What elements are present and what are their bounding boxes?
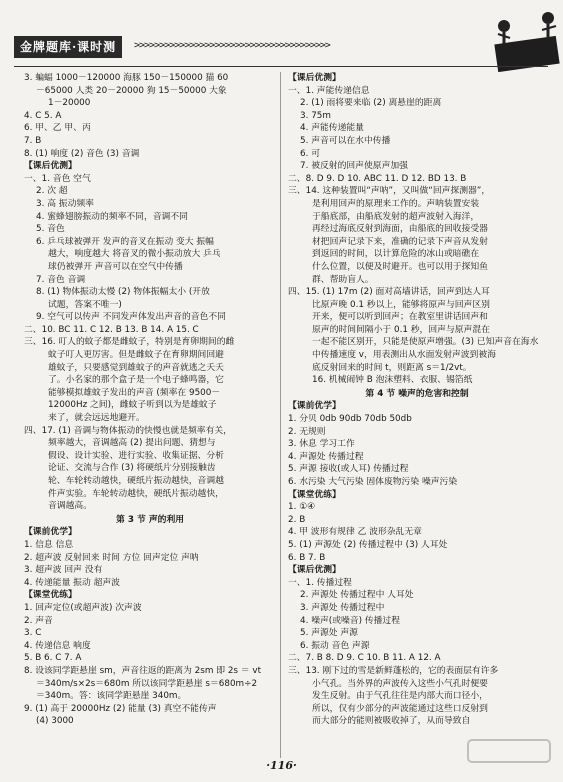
answer-line: 3. C [24,628,42,639]
answer-line: 一、1. 音色 空气 [24,173,91,184]
answer-line: 3. 声源处 传播过程中 [300,602,385,613]
answer-line: 6. 甲、乙 甲、丙 [24,123,91,134]
answer-line: 4. 传递能量 振动 超声波 [24,577,120,588]
answer-line: 开来，便可以听到回声；在教室里讲话回声和 [312,312,488,323]
page-header [14,34,534,62]
answer-line: 5. 声源处 声源 [300,628,358,639]
section-heading: 【课后优测】 [24,161,77,172]
answer-line: 3. 休息 学习工作 [288,439,355,450]
answer-line: 3. 蝙蝠 1000－120000 海豚 150－150000 猫 60 [24,73,229,83]
answer-line: 5. 声音可以在水中传播 [300,135,391,146]
section-heading: 【课后优测】 [288,565,341,576]
answer-line: 5. B 6. C 7. A [24,653,82,664]
answer-line: ＝340m/s×2s＝680m 所以该同学距悬崖 s＝680m÷2 [36,678,258,689]
answer-line: 二、10. BC 11. C 12. B 13. B 14. A 15. C [24,324,199,335]
answer-line: 4. 声源处 传播过程 [288,451,364,462]
answer-line: 而大部分的能则被吸收掉了，从而导致自 [312,716,471,727]
answer-line: 论证、交流与合作 (3) 将硬纸片分别接触齿 [48,463,216,474]
answer-line: 三、13. 刚下过的雪是新鲜蓬松的，它的表面层有许多 [288,665,499,676]
answer-line: 所以，仅有少部分的声波能通过这些口反射到 [312,703,488,714]
answer-line: 三、16. 叮人的蚊子都是雌蚊子，特别是育卵期间的雌 [24,337,235,348]
answer-line: 2. 无规则 [288,426,326,437]
answer-line: 4. 声能传递能量 [300,123,364,134]
answer-line: 到返回的时间，以计算危险的冰山或暗礁在 [312,249,480,260]
answer-line: 四、17. (1) 音调与物体振动的快慢也就是频率有关， [24,425,232,436]
answer-line: 4. 甲 波形有规律 乙 波形杂乱无章 [288,527,422,538]
brand-title: 金牌题库·课时测 [14,36,122,58]
answer-line: 2. B [288,514,306,525]
answer-line: 5. (1) 声源处 (2) 传播过程中 (3) 人耳处 [288,539,448,550]
answer-line: 1. 分贝 0db 90db 70db 50db [288,414,412,425]
chapter-heading: 第 3 节 声的利用 [115,514,185,525]
answer-line: 二、8. D 9. D 10. ABC 11. D 12. BD 13. B [288,173,467,184]
answer-line: 是利用回声的原理来工作的。声呐装置安装 [312,198,480,209]
answer-line: 12000Hz 之间)，雌蚊子听到以为是雄蚊子 [48,400,217,411]
answer-line: 1. 信息 信息 [24,539,74,550]
answer-line: 雄蚊子，只要感觉到雄蚊子的声音就逃之夭夭 [48,362,224,373]
answer-line: 16. 机械闹钟 B 泡沫塑料、衣服、锡箔纸 [312,375,473,386]
watermark-logo [466,738,552,776]
header-arrows: >>>>>>>>>>>>>>>>>>>>>>>>>>>>>>>>>>>>>>> [134,40,330,51]
page-number: ·116· [266,759,297,772]
answer-line: 频率越大，音调越高 (2) 提出问题、猜想与 [48,438,216,449]
answer-line: 2. 声源处 传播过程中 人耳处 [300,590,414,601]
answer-line: 材把回声记录下来，准确的记录下声音从发射 [312,236,488,247]
answer-line: 来了，就会远远地避开。 [48,413,145,424]
answer-line: 3. 75m [300,110,331,121]
answer-line: 4. 传递信息 响度 [24,640,91,651]
answer-line: 群、帮助盲人。 [312,274,374,285]
answer-line: 件声实验。车轮转动越快，硬纸片振动越快， [48,488,224,499]
answer-line: 3. 超声波 回声 没有 [24,565,103,576]
answer-line: 8. (1) 物体振动太慢 (2) 物体振幅太小 (开放 [36,287,210,298]
answer-line: 一、1. 声能传递信息 [288,85,370,96]
answer-line: 5. 声源 接收(或人耳) 传播过程 [288,464,409,475]
answer-line: 越大，响度越大 将音叉的微小振动放大 乒乓 [48,249,221,260]
answer-line: 1. 回声定位(或超声波) 次声波 [24,602,142,613]
answer-line: 音调越高。 [48,501,92,512]
answer-line: (4) 3000 [36,716,74,727]
answer-line: 9. (1) 高于 20000Hz (2) 能量 (3) 真空不能传声 [24,703,217,714]
answer-line: 发生反射。由于气孔往往是内部大而口径小， [312,691,488,702]
answer-line: 5. 音色 [36,224,65,235]
section-heading: 【课前优学】 [288,401,341,412]
answer-line: 试题，答案不唯一) [48,299,122,310]
answer-line: 2. 次 超 [36,186,68,197]
answer-line: 中传播速度 v，用表测出从水面发射声波到被海 [312,350,496,361]
left-column [24,72,276,728]
answer-line: 4. 噪声(或噪音) 传播过程 [300,615,401,626]
answer-line: 6. B 7. B [288,552,326,563]
answer-line: 6. 乒乓球被弹开 发声的音叉在振动 变大 振幅 [36,236,214,247]
answer-line: 原声的时间间隔小于 0.1 秒，回声与原声混在 [312,324,490,335]
answer-line: 8. 设该同学距悬崖 sm，声音往返的距离为 2sm 即 2s ＝ vt [24,665,262,676]
chapter-heading: 第 4 节 噪声的危害和控制 [365,388,469,399]
answer-line: 7. 音色 音调 [36,274,86,285]
answer-line: 三、14. 这种装置叫“声呐”，又叫做“回声探测器”， [288,186,491,197]
answer-line: 什么位置，以便及时避开。也可以用于探知鱼 [312,261,488,272]
answer-line: 底反射回来的时间 t，则距离 s＝1/2vt。 [312,362,472,373]
section-heading: 【课前优学】 [24,527,77,538]
answer-line: 6. 振动 音色 声源 [300,640,370,651]
answer-line: 2. 声音 [24,615,53,626]
right-column [288,72,546,728]
answer-line: 蚊子叮人更厉害。但是雌蚊子在育卵期间回避 [48,350,224,361]
section-heading: 【课堂优练】 [24,590,77,601]
answer-line: 轮、车轮转动越快，硬纸片振动越快，音调越 [48,476,224,486]
answer-line: 2. (1) 雨将要来临 (2) 离悬崖的距离 [300,98,442,109]
answer-line: 球仍被弹开 声音可以在空气中传播 [48,261,183,272]
answer-line: 一、1. 传播过程 [288,577,352,588]
answer-line: ＝340m。答：该同学距悬崖 340m。 [36,691,187,702]
answer-line: －65000 人类 20－20000 狗 15－50000 大象 [36,85,227,96]
answer-line: 假设、设计实验、进行实验、收集证据、分析 [48,450,224,461]
answer-line: 比原声晚 0.1 秒以上，能够将原声与回声区别 [312,299,490,310]
section-heading: 【课堂优练】 [288,489,341,500]
answer-line: 能够模拟雄蚊子发出的声音 (频率在 9500－ [48,387,221,398]
section-heading: 【课后优测】 [288,73,341,83]
answer-line: 小气孔。当外界的声波传入这些小气孔时便要 [312,678,488,689]
answer-line: 2. 超声波 反射回来 时间 方位 回声定位 声呐 [24,552,199,563]
answer-line: 6. 水污染 大气污染 固体废物污染 噪声污染 [288,477,458,487]
watermark-icon [466,738,552,764]
answer-line: 一起不能区别开，只能是使原声增强。(3) 已知声音在海水 [312,337,539,348]
answer-line: 6. 可 [300,148,320,159]
answer-line: 4. C 5. A [24,110,62,121]
answer-line: 四、15. (1) 17m (2) 面对高墙讲话，回声到达人耳 [288,287,490,298]
answer-line: 8. (1) 响度 (2) 音色 (3) 音调 [24,148,140,159]
answer-line: 1. ①④ [288,502,315,513]
answer-line: 7. B [24,135,42,146]
answer-line: 二、7. B 8. D 9. C 10. B 11. A 12. A [288,653,441,664]
header-rule [14,66,548,67]
answer-line: 3. 高 振动频率 [36,198,94,209]
answer-line: 再经过海底反射到海面，由船底的回收接受器 [312,224,488,235]
column-divider [280,72,281,758]
answer-line: 1－20000 [48,98,91,109]
answer-line: 7. 被反射的回声使原声加强 [300,161,408,172]
answer-line: 于船底部，由船底发射的超声波射入海洋， [312,211,480,222]
answer-line: 了。小名家的那个盒子是一个电子蜂鸣器，它 [48,375,224,386]
answer-line: 9. 空气可以传声 不同发声体发出声音的音色不同 [36,312,226,323]
answer-line: 4. 蜜蜂翅膀振动的频率不同，音调不同 [36,211,188,222]
